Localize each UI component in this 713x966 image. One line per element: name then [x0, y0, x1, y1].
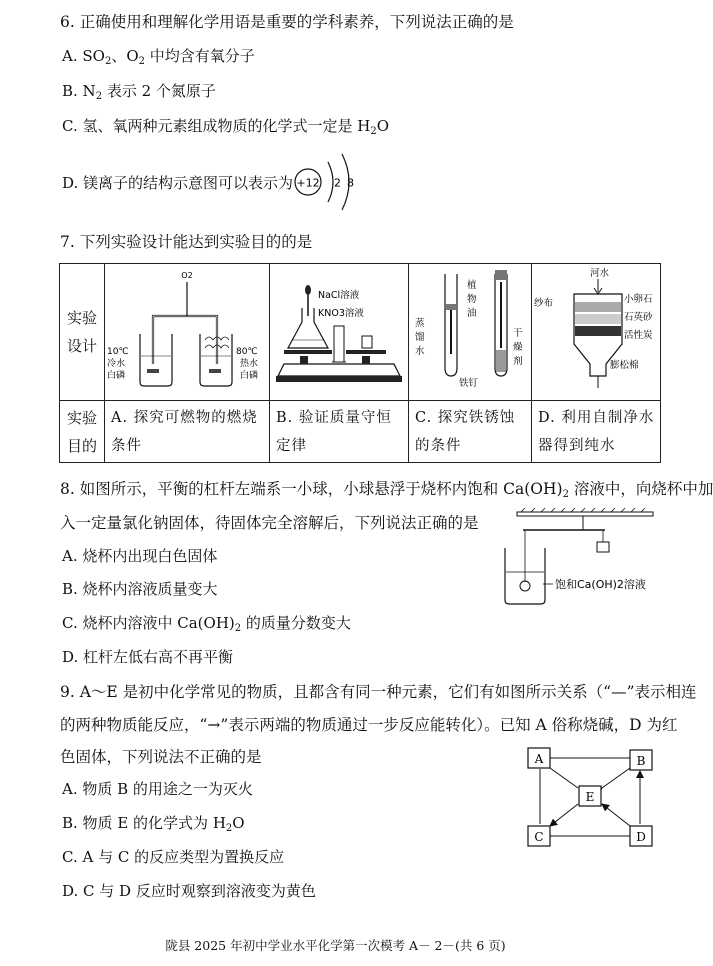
node-a: A — [534, 752, 544, 766]
svg-text:物: 物 — [467, 294, 477, 305]
svg-text:白磷: 白磷 — [107, 371, 126, 381]
purpose-a: A. 探究可燃物的燃烧条件 — [105, 401, 270, 463]
q6-stem: 6. 正确使用和理解化学用语是重要的学科素养，下列说法正确的是 — [60, 13, 514, 31]
shell-1-count: 2 — [334, 176, 341, 190]
svg-text:馏: 馏 — [415, 332, 425, 343]
svg-text:白磷: 白磷 — [240, 371, 259, 381]
q8-option-b: B. 烧杯内溶液质量变大 — [62, 580, 218, 598]
svg-text:剂: 剂 — [513, 356, 523, 367]
node-c: C — [534, 830, 544, 844]
q6-option-a: A. $SO_2$、$O_2$ 中均含有氧分子 — [62, 47, 255, 67]
q9-relation-diagram — [520, 746, 660, 850]
q9-option-d: D. C 与 D 反应时观察到溶液变为黄色 — [62, 882, 316, 900]
purpose-d: D. 利用自制净水器得到纯水 — [532, 401, 661, 463]
svg-text:植: 植 — [467, 280, 477, 291]
figure-a — [105, 264, 270, 401]
node-e: E — [585, 790, 595, 804]
svg-text:80℃: 80℃ — [236, 347, 258, 357]
svg-text:铁钉: 铁钉 — [459, 378, 479, 389]
q8-stem-line2: 入一定量氯化钠固体，待固体完全溶解后，下列说法正确的是 — [60, 514, 479, 532]
svg-text:蒸: 蒸 — [415, 318, 425, 329]
svg-text:NaCl溶液: NaCl溶液 — [318, 290, 360, 301]
page-footer: 陇县 2025 年初中学业水平化学第一次模考 A－ 2－(共 6 页) — [165, 938, 506, 953]
svg-text:油: 油 — [467, 308, 477, 319]
svg-text:小卵石: 小卵石 — [624, 294, 653, 305]
q7-stem: 7. 下列实验设计能达到实验目的的是 — [60, 233, 313, 251]
svg-text:热水: 热水 — [240, 359, 259, 369]
svg-text:纱布: 纱布 — [534, 298, 554, 309]
q9-option-a: A. 物质 B 的用途之一为灭火 — [62, 780, 253, 798]
figure-c — [409, 264, 532, 401]
svg-text:河水: 河水 — [590, 268, 610, 279]
q9-stem-line1: 9. A～E 是初中化学常见的物质，且都含有同一种元素，它们有如图所示关系（“—”表示相连 — [60, 683, 697, 701]
svg-text:燥: 燥 — [513, 342, 523, 353]
purpose-c: C. 探究铁锈蚀的条件 — [409, 401, 532, 463]
q7-experiment-table — [59, 263, 661, 463]
shell-2-count: 8 — [347, 176, 354, 190]
lever-beaker-diagram — [495, 508, 665, 608]
svg-text:冷水: 冷水 — [107, 359, 126, 369]
q8-option-c: C. 烧杯内溶液中 $Ca(OH)_2$ 的质量分数变大 — [62, 614, 351, 634]
svg-text:干: 干 — [513, 328, 523, 339]
svg-text:水: 水 — [415, 346, 425, 357]
q6-option-c: C. 氢、氧两种元素组成物质的化学式一定是 $H_2O$ — [62, 117, 390, 137]
svg-text:KNO3溶液: KNO3溶液 — [318, 308, 364, 319]
q8-option-d: D. 杠杆左低右高不再平衡 — [62, 648, 234, 666]
svg-text:活性炭: 活性炭 — [624, 330, 653, 341]
saturated-solution-label: 饱和Ca(OH)2溶液 — [555, 578, 646, 591]
header-design: 实验 设计 — [60, 264, 105, 401]
purpose-b: B. 验证质量守恒定律 — [270, 401, 409, 463]
q6-option-d: D. 镁离子的结构示意图可以表示为 — [62, 174, 294, 192]
nucleus-label: +12 — [296, 176, 320, 190]
q6-option-b: B. $N_2$ 表示 2 个氮原子 — [62, 82, 216, 102]
svg-text:10℃: 10℃ — [107, 347, 129, 357]
node-b: B — [636, 754, 646, 768]
q8-option-a: A. 烧杯内出现白色固体 — [62, 547, 218, 565]
node-d: D — [636, 830, 646, 844]
svg-text:膨松棉: 膨松棉 — [610, 360, 639, 371]
q9-stem-line2: 的两种物质能反应，“→”表示两端的物质通过一步反应能转化）。已知 A 俗称烧碱，D 为红 — [60, 716, 678, 734]
figure-d — [532, 264, 661, 401]
q9-option-b: B. 物质 E 的化学式为 $H_2O$ — [62, 814, 245, 834]
svg-text:石英砂: 石英砂 — [624, 312, 653, 323]
q9-stem-line3: 色固体，下列说法不正确的是 — [60, 748, 262, 766]
header-purpose: 实验 目的 — [60, 401, 105, 463]
mg-ion-structure-diagram — [290, 148, 370, 214]
figure-b — [270, 264, 409, 401]
q8-stem-line1: 8. 如图所示，平衡的杠杆左端系一小球，小球悬浮于烧杯内饱和 $Ca(OH)_2$ 溶液中，向烧杯中加 — [60, 480, 713, 500]
q9-option-c: C. A 与 C 的反应类型为置换反应 — [62, 848, 285, 866]
svg-text:O2: O2 — [181, 271, 193, 280]
